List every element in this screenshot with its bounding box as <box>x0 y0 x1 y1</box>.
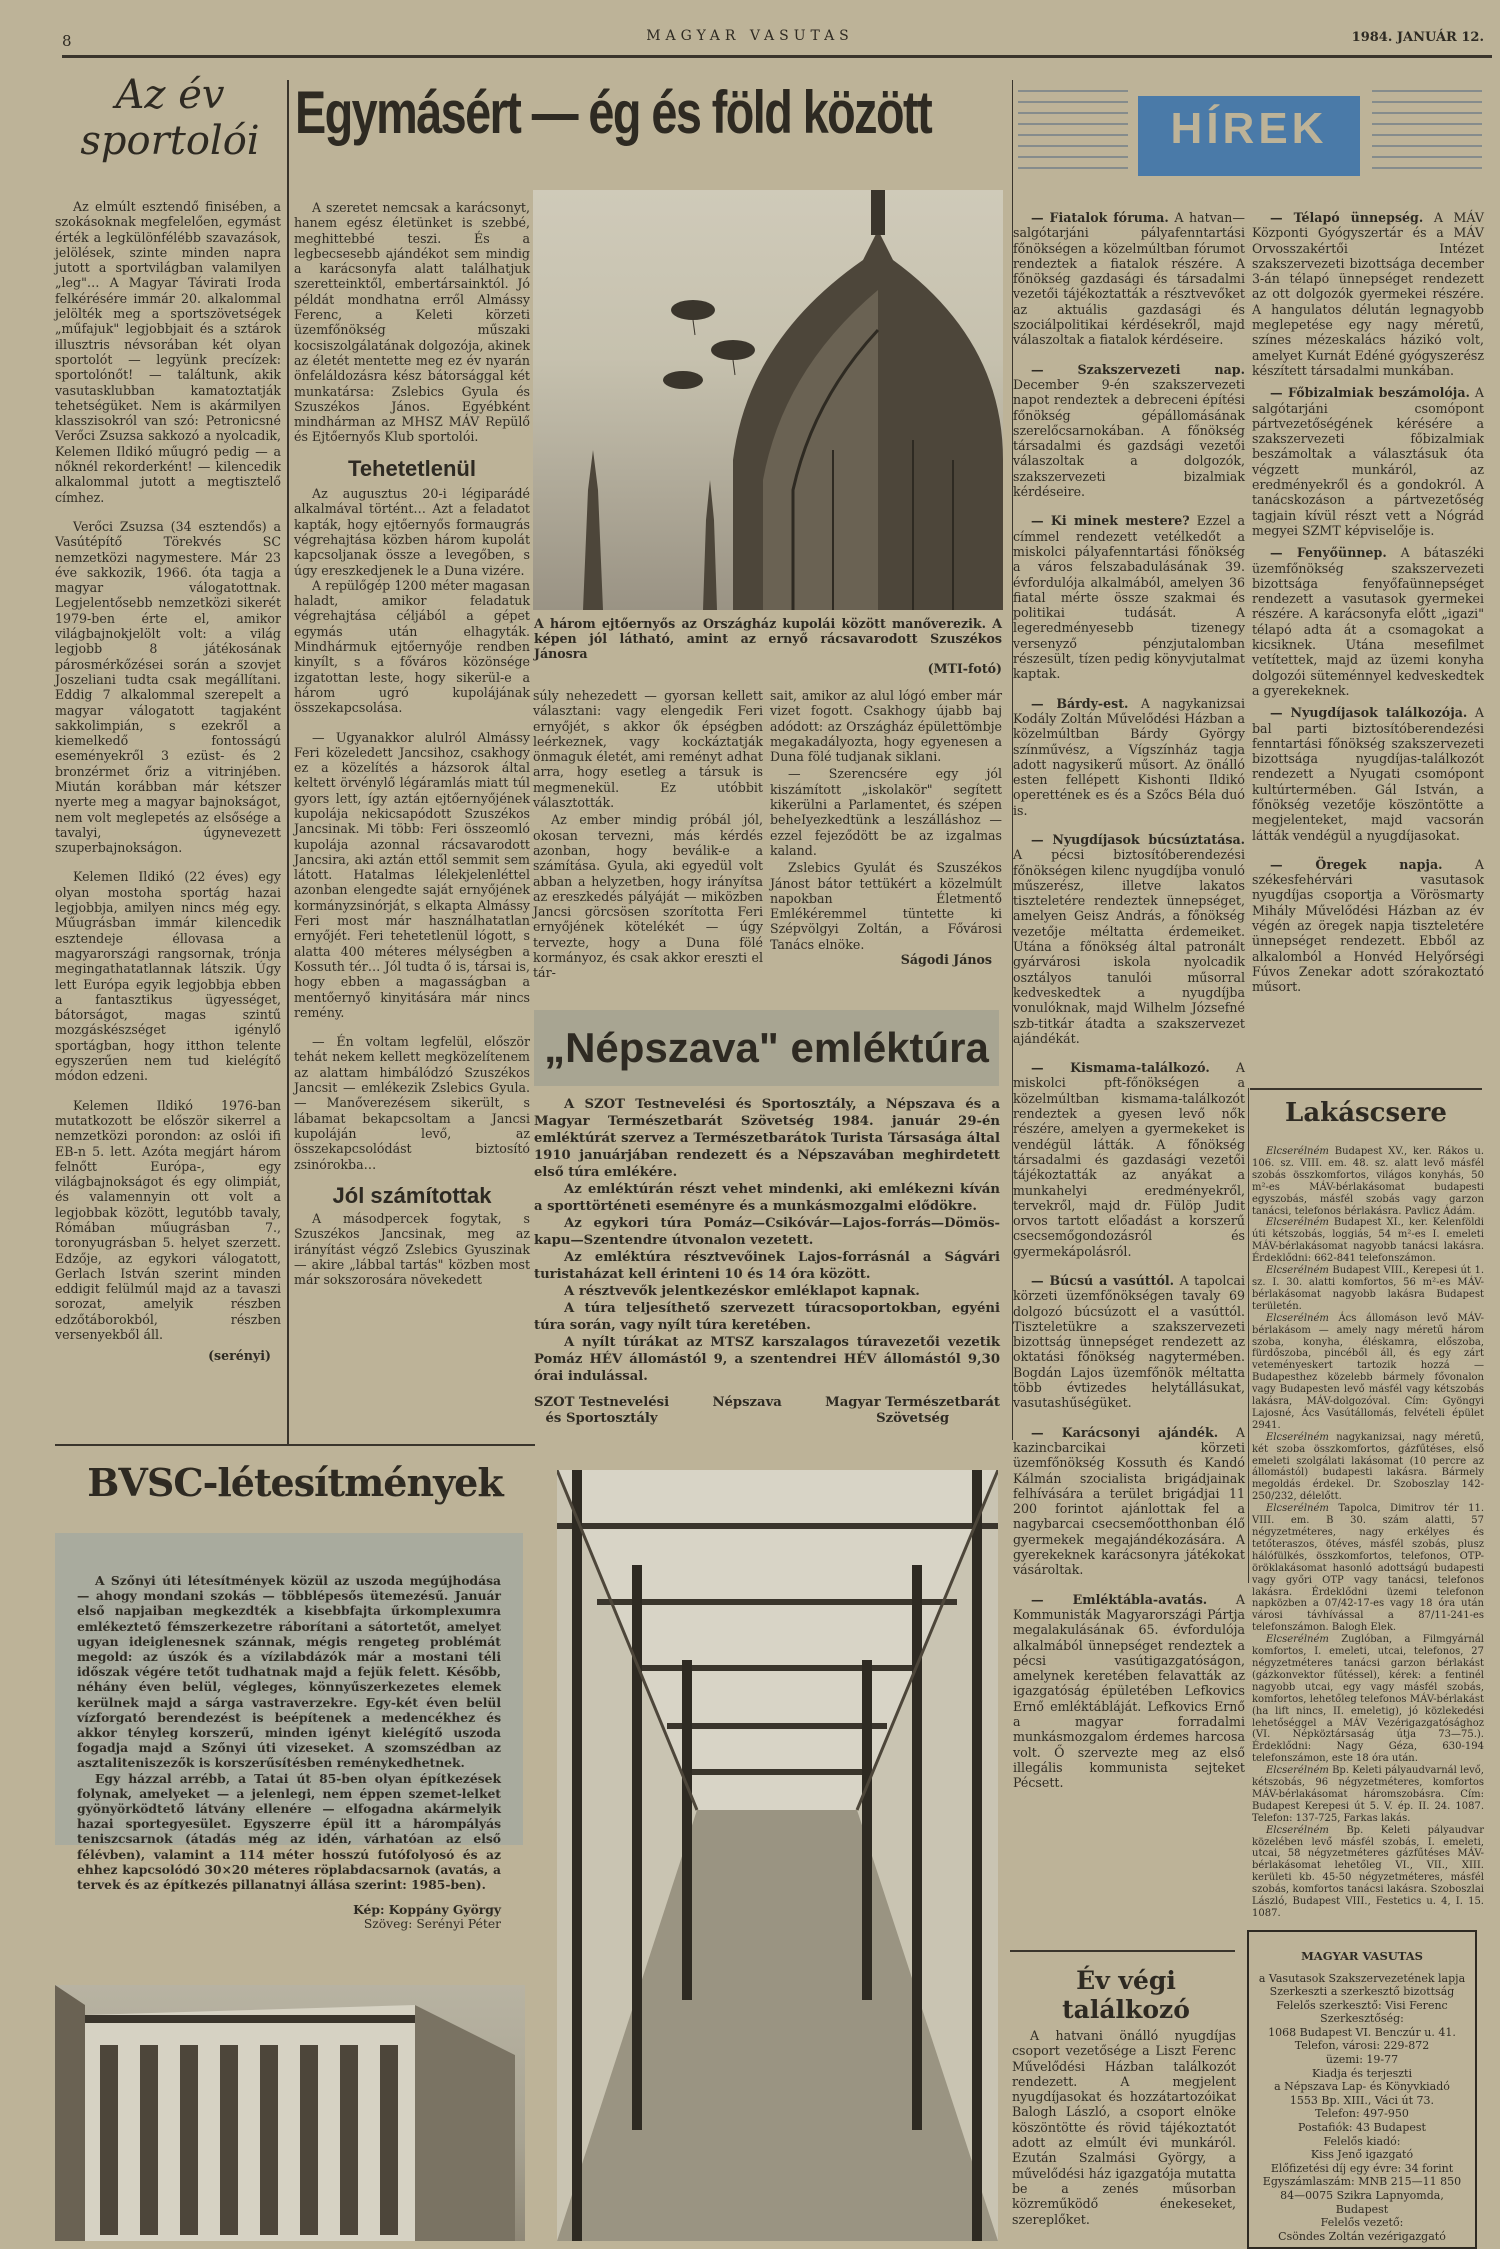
headline: Egymásért — ég és föld között <box>295 79 932 146</box>
ad-item: Elcserélném Bp. Keleti pályaudvarnál levő, kétszobás, 96 négyzetméteres, komfortos MÁV-bérlakásomat háromszobásra. Cím: Budapest Kerepesi út 5. V. ép. II. 24. 1087. Telefon: 137-725, Farkas lakás. <box>1252 1765 1484 1824</box>
paragraph: súly nehezedett — gyorsan kellett választani: vagy elengedik Feri ernyőjét, s akkor ők épségben leérkeznek, vagy kockáztatják önmaguk életét, ami reményt adhat arra, hogy esetleg a társuk is megmenekül. Ez utóbbit választották. <box>533 688 763 811</box>
ad-item: Elcserélném nagykanizsai, nagy méretű, két szoba összkomfortos, gázfűtéses, első emeleti szolgálati lakásomat (10 percre az állomástól) budapesti lakásra. Bármely megoldás érdekel. Dr. Szoboszlay 142-250/232, délelőtt. <box>1252 1431 1484 1503</box>
section-rule <box>55 1444 535 1446</box>
egymasert-col1 <box>294 200 530 1288</box>
parliament-photo <box>533 190 1003 610</box>
news-item: — Karácsonyi ajándék. A kazincbarcikai körzeti üzemfőnökség Kossuth és Kandó Kálmán szocialista brigádjainak felhívására a terület brigádjai 11 200 forintot ajánlottak fel a nagybarcai csecsemőotthonban élő gyermekek megajándékozására. A gyerekeknek karácsonyra játékokat vásároltak. <box>1013 1424 1245 1578</box>
paragraph: Zslebics Gyulát és Szuszékos Jánost bátor tettükért a közelmúlt napokban Életmentő Emlékéremmel tüntette ki Szépvölgyi Zoltán, a Fővárosi Tanács elnöke. <box>770 860 1002 952</box>
paragraph: A résztvevők jelentkezéskor emléklapot kapnak. <box>564 1284 920 1299</box>
ev-vegi-title: Év végi találkozó <box>1062 1966 1190 2024</box>
ad-item: Elcserélném Tapolca, Dimitrov tér 11. VIII. em. B 30. szám alatti, 57 négyzetméteres, nagy erkélyes és tetőteraszos, ötéves, másfél szobás, plusz hálófülkés, összkomfortos, telefonos, OTP-öröklakásomat hasonló adottságú budapesti vagy győri OTP vagy tanácsi, telefonos lakásra. Érdeklődni üzemi telefonon napközben a 07/42-17-es vagy 18 óra után városi távhívással a 87/11-241-es telefonszámon. Balogh Elek. <box>1252 1503 1484 1634</box>
news-item: — Öregek napja. A székesfehérvári vasutasok nyugdíjas csoportja a Vörösmarty Mihály Művelődési Házban az év végén az öregek napja tiszteletére ünnepséget rendezett. Ebből az alkalomból a Honvéd Helyőrségi Fúvos Zenekar adott szórakoztató műsort. <box>1252 856 1484 995</box>
lakascsere-ads <box>1252 1146 1484 1920</box>
paragraph: Az emléktúra résztvevőinek Lajos-forrásnál a Ságvári turistaházat kell érinteni 10 és 14 óra között. <box>534 1250 1000 1282</box>
paragraph: Kelemen Ildikó (22 éves) egy olyan mostoha sportág hazai legjobbja, amilyen nincs még egy. Műugrásban immár kilencedik esztendeje éllovasa a magyarországi rangsornak, trónja megingathatatlannak látszik. Úgy lett Európa egyik legjobbja ebben a fantasztikus ügyességet, bátorságot, magas szintű mozgáskészséget igénylő sportágban, hogy itthon telente egyszerűen nem tud kielégítő módon edzeni. <box>55 869 281 1084</box>
hirek-col1 <box>1013 210 1245 1791</box>
news-item: — Nyugdíjasok búcsúztatása. A pécsi biztosítóberendezési főnökségen kilenc nyugdíjba vonuló műszerész, illetve lakatos tiszteletére rendeztek ünnepséget, amelyen Geisz András, a főnökség vezetője méltatta érdemeiket. Utána a főnökség által patronált gyárvárosi iskola nyolcadik osztályos tanulói műsorral kedveskedtek a nyugdíjba vonulóknak, majd Wilhelm Józsefné szb-titkár átadta a szakszervezet ajándékát. <box>1013 831 1245 1046</box>
impressum-line: 84—0075 Szikra Lapnyomda, <box>1280 2189 1444 2202</box>
news-item: — Nyugdíjasok találkozója. A bal parti biztosítóberendezési fenntartási főnökség szakszervezeti bizottsága nyugdíjas-találkozót rendezett a Nyugati csomópont kultúrtermében. Gál István, a főnökség vezetője köszöntötte a megjelenteket, majd vacsorán látták vendégül a nyugdíjasokat. <box>1252 705 1484 843</box>
news-item: — Kismama-találkozó. A miskolci pft-főnökségen a közelmúltban kismama-találkozót rendeztek a gyesen levő nők részére, amelyen a gyermekeket is vendégül látták. A főnökség társadalmi és gazdasági vezetői tájékoztatták az anyákat a munkahelyi eredményekről, tervekről, majd dr. Fülöp Judit orvos tartott előadást a korszerű csecsemőgondozásról és gyermekápolásról. <box>1013 1060 1245 1259</box>
nepszava-title-box <box>534 1010 999 1086</box>
column-divider <box>287 80 289 1445</box>
lakascsere-title: Lakáscsere <box>1285 1098 1447 1128</box>
section-rule <box>1010 1950 1235 1952</box>
impressum-line: 1068 Budapest VI. Benczúr u. 41. <box>1268 2025 1456 2039</box>
impressum-line: Telefon: 497-950 <box>1315 2107 1409 2121</box>
author: Ságodi János <box>900 952 992 968</box>
impressum-line: 1553 Bp. XIII., Váci út 73. <box>1289 2093 1435 2107</box>
ad-item: Elcserélném Budapest XV., ker. Rákos u. 106. sz. VIII. em. 48. sz. alatt levő másfél szobás összkomfortos, világos konyhás, 50 m²-es MÁV-bérlakásomat budapesti egyszobás, másfél szobás vagy garzon tanácsi, telefonos bérlakásra. Pavlicz Ádám. <box>1252 1146 1484 1217</box>
ad-item: Elcserélném Zuglóban, a Filmgyárnál komfortos, I. emeleti, utcai, telefonos, 27 négyzetméteres tanácsi garzon bérlakást (gázkonvektor fűtéssel), kérek: a fentinél nagyobb utcai, egy vagy másfél szobás, komfortos, lehetőleg telefonos MÁV-bérlakást (ha lift nincs, II. emeletig), jó közlekedési lehetőséggel a MÁV Vezérigazgatósághoz (VI. Népköztársaság útja 73—75.). Érdeklődni: Nagy Géza, 630-194 telefonszámon, este 18 óra után. <box>1252 1634 1484 1765</box>
impressum-line: Budapest <box>1335 2202 1389 2216</box>
paragraph: Az augusztus 20-i légiparádé alkalmával történt… Azt a feladatot kapták, hogy ejtőernyős formaugrás végrehajtása közben három kupolát kapcsoljanak össze a levegőben, s úgy ereszkedjenek le a Duna vizére. <box>294 486 530 578</box>
paragraph: — Én voltam legfelül, először tehát nekem kellett megközelítenem az alattam himbálódzó Szuszékos Jancsit — emlékezik Zslebics Gyula. — Manőverezésem sikerült, s lábamat bekapcsoltam a Jancsi kupoláján levő, az összekapcsolódást biztosító zsinórokba… <box>294 1034 530 1172</box>
photo-caption <box>534 616 1002 676</box>
paragraph: Az emléktúrán részt vehet mindenki, aki emlékezni kíván a sporttörténeti eseményre és a munkásmozgalmi elődökre. <box>534 1182 1000 1214</box>
impressum-title: MAGYAR VASUTAS <box>1301 1948 1423 1963</box>
ad-item: Elcserélném Budapest XI., ker. Kelenföldi úti kétszobás, loggiás, 54 m²-es I. emeleti MÁV-bérlakásomat nagyobb tanácsi lakásra. Érdeklődni: 662-841 telefonszámon. <box>1252 1217 1484 1265</box>
impressum-line: Telefon, városi: 229-872 <box>1294 2039 1430 2053</box>
intro-paragraph: A szeretet nemcsak a karácsonyt, hanem egész életünket is szebbé, meghittebbé teszi. És a legbecsesebb ajándékot sem mindig a karácsonyfa alatt találhatjuk szeretteinktől, embertársainktól. Jó példát mondhatna erről Almássy Ferenc, a Keleti körzeti üzemfőnökség műszaki kocsiszolgálatának dolgozója, akinek az életét mentette meg ez év nyarán önfeláldozásra kész bátorsággal két munkatársa: Zslebics Gyula és Szuszékos János. Egyébként mindhárman az MHSZ MÁV Repülő és Ejtőernyős Klub sportolói. <box>294 200 530 445</box>
nepszava-article <box>534 1096 1000 1427</box>
building-image <box>55 1985 525 2241</box>
paragraph: A nyílt túrákat az MTSZ karszalagos túravezetői vezetik Pomáz HÉV állomástól 9, a szentendrei HÉV állomástól 9,30 órai indulással. <box>534 1335 1000 1384</box>
news-item: — Télapó ünnepség. A MÁV Központi Gyógyszertár és a MÁV Orvosszakértői Intézet szakszervezeti bizottsága december 3-án télapó ünnepséget rendezett az ott dolgozók gyermekei részére. A hangulatos délután legnagyobb meglepetése egy nagy méretű, színes mézeskalács házikó volt, amelyet Kurnát Edéné gyógyszerész készített társadalmi munkában. <box>1252 210 1484 378</box>
title-line: sportolói <box>80 118 260 164</box>
bvsc-text-box <box>55 1533 523 1932</box>
impressum-line: Postafiók: 43 Budapest <box>1298 2121 1426 2135</box>
hall-interior-image <box>557 1470 998 2241</box>
news-item: — Búcsú a vasúttól. A tapolcai körzeti üzemfőnökségen tavaly 69 dolgozó búcsúzott el a vasúttól. Tiszteletükre a szakszervezeti bizottság ünnepséget rendezett az oktatási főnökség nagytermében. Bogdán Lajos üzemfőnök méltatta több évtizedes helytállásukat, vasutashűségüket. <box>1013 1273 1245 1411</box>
header-rule <box>62 55 1492 58</box>
column-divider <box>1248 1088 1249 1583</box>
paragraph: A másodpercek fogytak, s Szuszékos Jancsinak, meg az irányítást végző Zslebics Gyuszinak — akire „lábbal tartás" közben most már sokszorosára növekedett <box>294 1211 530 1288</box>
paragraph: — Ugyanakkor alulról Almássy Feri közeledett Jancsihoz, csakhogy ez a közelítés a házsorok által keltett örvénylő légáramlás miatt túl gyors lett, így aztán ejtőernyőjének kupolája nekicsapódott Szuszékos Jancsinak. Mi több: Feri összeomló kupolája azonnal rácsavarodott Jancsira, aki aztán ettől semmit sem látott. Hatalmas lélekjelenléttel azonban elengedte saját ernyőjének kormányzsinórját, s elkapta Almássy Feri most már használhatatlan ernyőjét. Feri tehetetlenül lógott, s alatta 400 méteres mélységben a Kossuth tér… Jól tudta ő is, társai is, hogy ebben a magasságban a mentőernyő kinyitására már nincs remény. <box>294 729 530 1020</box>
impressum-box <box>1247 1930 1477 2249</box>
signature: (serényi) <box>208 1348 271 1364</box>
signer: SZOT Testnevelési és Sportosztály <box>534 1395 670 1426</box>
bvsc-building-photo <box>55 1985 525 2241</box>
impressum-line: Szerkeszti a szerkesztő bizottság <box>1269 1985 1455 1999</box>
paragraph: A hatvani önálló nyugdíjas csoport vezetősége a Liszt Ferenc Művelődési Házban találkozót rendezett. A megjelent nyugdíjasokat és hozzátartozóikat Balogh László, a csoport elnöke köszöntötte és rövid tájékoztatót adott az elmúlt évi munkáról. Ezután Szalmási György, a művelődési ház igazgatója mutatta be a zenés műsorban közreműködő énekeseket, szereplőket. <box>1012 2028 1236 2227</box>
bvsc-title: BVSC-létesítmények <box>87 1460 503 1505</box>
caption-text: A három ejtőernyős az Országház kupolái között manőverezik. A képen jól látható, amint az ernyő rácsavarodott Szuszékos Jánosra <box>534 616 1002 661</box>
impressum-line: Szerkesztőség: <box>1320 2012 1404 2026</box>
impressum-line: Felelős vezető: <box>1320 2216 1404 2230</box>
nepszava-title: „Népszava" emléktúra <box>544 1024 989 1071</box>
news-item: — Fiatalok fóruma. A hatvan—salgótarjáni pályafenntartási főnökségen a közelmúltban fórumot rendeztek a fiatalok részére. A főnökség gazdasági és társadalmi vezetői tájékoztatták a résztvevőket az aktuális gazdasági és szociálpolitikai kérdésekről, majd válaszoltak a fiatalok kérdéseire. <box>1013 210 1245 348</box>
paper-name: MAGYAR VASUTAS <box>646 28 854 44</box>
ev-vegi-article <box>1012 2028 1236 2227</box>
news-item: — Bárdy-est. A nagykanizsai Kodály Zoltán Művelődési Házban a közelmúltban Bárdy György színművész, a Vígszínház tagja adott nagysikerű műsort. Az önálló esten fellépett Kishonti Ildikó operettének es és a Szőcs Béla duó is. <box>1013 695 1246 818</box>
news-item: — Fenyőünnep. A bátaszéki üzemfőnökség szakszervezeti bizottsága fenyőfaünnepséget rendezett a vasutasok gyermekei részére. A karácsonyfa előtt „igazi" télapó adta át a csomagokat a kicsiknek. Utána mesefilmet vetítettek, majd az üzemi konyha dolgozói süteménnyel kedveskedtek a gyerekeknek. <box>1252 545 1485 698</box>
paragraph: Kelemen Ildikó 1976-ban mutatkozott be először sikerrel a nemzetközi porondon: az oslói ifi EB-n 5. lett. Azóta megjárt három felnőtt Európa-, egy világbajnokságot és egy olimpiát, és valamennyin ott volt a legjobbak között, legutóbb tavaly, Rómában műugrásban 7., toronyugrásban 5. helyet szerzett. Edzője, az egykori válogatott, Gerlach István szerint minden eddigit felülmúl majd az a tavaszi sorozat, amelyik részben edzőtáborokból, részben versenyekből áll. <box>55 1097 281 1343</box>
sportoloi-article <box>55 199 281 1364</box>
impressum-line: Kiss Jenő igazgató <box>1310 2148 1414 2162</box>
decorative-lines <box>1018 90 1128 178</box>
hirek-logo-text: HÍREK <box>1170 104 1328 153</box>
credits <box>77 1902 501 1932</box>
parliament-dome-image <box>533 190 1003 610</box>
impressum-line: Felelős kiadó: <box>1323 2134 1401 2148</box>
impressum-line: a Vasutasok Szakszervezetének lapja <box>1258 1971 1466 1985</box>
sports-hall-photo <box>557 1470 998 2241</box>
hirek-logo <box>1138 96 1360 176</box>
ad-item: Elcserélném Budapest VIII., Kerepesi út 1. sz. I. 30. alatti komfortos, 56 m²-es MÁV-bérlakásomat nagyobb lakásra Budapest területén. <box>1252 1265 1484 1312</box>
section-rule <box>1250 1088 1482 1090</box>
impressum-line: Előfizetési díj egy évre: 34 forint <box>1270 2161 1454 2175</box>
paragraph: Az elmúlt esztendő finisében, a szokásoknak megfelelően, egymást érték a legkülönfélébb szavazások, jelölések, szinte minden napra jutott a sportvilágban valamilyen „leg"… A Magyar Távirati Iroda felkérésére immár 20. alkalommal jelölték meg a sportszövetségek „műfajuk" legjobbjait és a sztárok illusztris névsorában két olyan sportolót — legyünk precízek: sportolónőt! — találtunk, akik vasutasklubban kamatoztatják tehetségüket. Nem is akármilyen klasszisokról van szó: Petronicsné Verőci Zsuzsa sakkozó a nyolcadik, Kelemen Ildikó műugró pedig — a nőknél rekorderként! — kilencedik alkalommal jutott a megtisztelő címhez. <box>55 199 281 505</box>
signer: Népszava <box>712 1395 782 1410</box>
title-line: Az év <box>115 72 225 118</box>
egymasert-col2 <box>533 688 763 981</box>
impressum-lines <box>1249 1972 1475 2244</box>
paragraph: A repülőgép 1200 méter magasan haladt, amikor feladatuk végrehajtása céljából a gépet egymás után elhagyták. Mindhármuk ejtőernyője rendben kinyílt, s a főváros közönsége izgatottan leste, hogy sikerül-e a három ugró kupolájának összekapcsolása. <box>294 577 530 716</box>
news-item: — Ki minek mestere? Ezzel a címmel rendezett vetélkedőt a miskolci pályafenntartási főnökség a város felszabadulásának 39. évfordulója alkalmából, amelyen 36 fiatal mérte össze szakmai és politikai tudását. A legeredményesebb tizenegy versenyző pénzjutalomban részesült, tízen pedig könyvjutalmat kaptak. <box>1013 513 1245 682</box>
paragraph: Verőci Zsuzsa (34 esztendős) a Vasútépítő Törekvés SC nemzetközi nagymestere. Már 23 éve sakkozik, 1966. óta tagja a magyar válogatottnak. Legjelentősebb nemzetközi sikerét 1979-ben érte el, amikor világbajnokjelölt volt: a világ legjobb 8 játékosának párosmérkőzései során a szovjet Joszeliani tudta csak megállítani. Eddig 7 alkalommal szerepelt a magyar válogatott tagjaként sakkolimpián, s ezekről a kiemelkedő fontosságú eseményekről 3 ezüst- és 2 bronzérmet őriz a vitrinjében. Miután korábban már kétszer nyerte meg a magyar bajnokságot, nem volt meglepetés az elsősége a tavalyi, úgynevezett szuperbajnokságon. <box>55 518 281 856</box>
sportoloi-title <box>80 72 260 164</box>
impressum-line: Felelős szerkesztő: Visi Ferenc <box>1276 1998 1448 2012</box>
ad-item: Elcserélném Bp. Keleti pályaudvar közelében levő másfél szobás, I. emeleti, utcai, 58 négyzetméteres gázfűtéses MÁV-bérlakásomat lehetőleg VI., VII., XIII. kerületi kb. 45-50 négyzetméteres, másfél szobás, komfortos tanácsi lakásra. Szoboszlai László, Budapest VIII., Festetics u. 4, I. 15. 1087. <box>1252 1824 1484 1919</box>
impressum-line: Kiadja és terjeszti <box>1312 2066 1412 2080</box>
issue-date: 1984. JANUÁR 12. <box>1351 30 1484 45</box>
signer: Magyar Természetbarát Szövetség <box>825 1395 1000 1426</box>
photo-credit: (MTI-fotó) <box>927 661 1002 676</box>
impressum-line: Csöndes Zoltán vezérigazgató <box>1278 2229 1446 2243</box>
paragraph: Az egykori túra Pomáz—Csikóvár—Lajos-forrás—Dömös-kapu—Szentendre útvonalon vezetett. <box>534 1216 1000 1248</box>
photo-credit: Kép: Koppány György <box>353 1902 501 1918</box>
subhead: Jól számítottak <box>332 1182 492 1208</box>
impressum-line: üzemi: 19-77 <box>1325 2053 1399 2067</box>
page-number: 8 <box>62 32 72 50</box>
impressum-line: a Népszava Lap- és Könyvkiadó <box>1274 2080 1450 2094</box>
signers <box>534 1395 1000 1427</box>
ad-item: Elcserélném Ács állomáson levő MÁV-bérlakásom — amely nagy méretű három szoba, konyha, éléskamra, előszoba, fürdőszoba, pincéből áll, és egy zárt veteményeskert tartozik hozzá — Budapesthez közelebb bármely fővonalon vagy Budapesten levő másfél vagy kétszobás lakásra, MÁV-dolgozóval. Cím: Gyöngyi Lajosné, Ács Vasútállomás, felvételi épület 2941. <box>1252 1312 1484 1431</box>
news-item: — Emléktábla-avatás. A Kommunisták Magyarországi Pártja megalakulásának 65. évfordulója alkalmából ünnepséget rendeztek a pécsi vasútigazgatóságon, amelynek keretében felavatták az igazgatóság épületében Lefkovics Ernő emléktábláját. Lefkovics Ernő a magyar forradalmi munkásmozgalom érdemes harcosa volt. Ő szervezte meg az első illegális kommunista sejteket Pécsett. <box>1013 1591 1245 1791</box>
news-item: — Főbizalmiak beszámolója. A salgótarjáni csomópont pártvezetőségének kérésére a szakszervezeti főbizalmiak beszámoltak a választásuk óta végzett munkáról, az eredményekről és a gondokról. A tanácskozáson a pártvezetőség tagjain kívül részt vett a Nógrád megyei SZMT képviselője is. <box>1252 385 1484 538</box>
paragraph: Az ember mindig próbál jól, okosan tervezni, más kérdés azonban, hogy beválik-e a számítása. Gyula, aki egyedül volt abban a helyzetben, hogy irányítsa az ereszkedés pályáját — miközben Jancsi görcsösen szorította Feri ernyőjének kötelékét — úgy tervezte, hogy a Duna fölé kormányoz, és csak akkor ereszti el tár- <box>533 812 763 981</box>
paragraph: A túra teljesíthető szervezett túracsoportokban, egyéni túra során, vagy nyílt túra keretében. <box>534 1301 1000 1333</box>
paragraph: Egy házzal arrébb, a Tatai út 85-ben olyan építkezések folynak, amelyeket — a jelenlegi, nem éppen szemet-lelket gyönyörködtető látvány ellenére — elfogadna akármelyik hazai sportegyesület. Egyszerre épül itt a hárompályás teniszcsarnok (átadás még az idén, várhatóan az első félévben), valamint a 114 méter hosszú futófolyosó és az ehhez kapcsolódó 30×20 méteres röplabdacsarnok (avatás, a tervek és az építkezés pillanatnyi állása szerint: 1985-ben). <box>77 1770 501 1893</box>
text-credit: Szöveg: Serényi Péter <box>363 1917 501 1932</box>
news-item: — Szakszervezeti nap. December 9-én szakszervezeti napot rendeztek a debreceni építési főnökség gépállomásának szerelőcsarnokában. A főnökség társadalmi és gazdsági vezetői válaszoltak a dolgozók, szakszervezeti bizalmiak kérdéseire. <box>1013 361 1245 500</box>
subhead: Tehetetlenül <box>348 455 476 481</box>
paragraph: — Szerencsére egy jól kiszámított „iskolakör" segített kikerülni a Parlamentet, és szépen beheIyezkedtünk a leszálláshoz — ezzel fejeződött be az izgalmas kaland. <box>770 766 1002 858</box>
impressum-line: Egyszámlaszám: MNB 215—11 850 <box>1262 2175 1462 2189</box>
decorative-lines <box>1372 90 1482 178</box>
paragraph: A Szőnyi úti létesítmények közül az uszoda megújhodása — ahogy mondani szokás — többlépesős ütemezésű. Január első napjaiban megkezdték a kisebbfajta űrkomplexumra emlékeztető fémszerkezetre ráborítani a sátortetőt, amelyet ugyan ideiglenesnek szánnak, mégis rengeteg problémát megold: az úszók és a vízilabdázók már a mostani téli időszak végére tetőt tudhatnak majd a fejük felett. Később, néhány éven belül, végleges, könnyűszerkezetes elemek kerülnek majd a sárga vastraverzekre. Egy-két éven belül vízforgató berendezést is beépítenek a medencékhez és akkor tényleg korszerű, minden igényt kielégítő uszoda fogadja majd a Szőnyi úti vizeseket. A szomszédban az asztaliteniszezők is korszerűsítésben reménykedhetnek. <box>77 1573 501 1771</box>
paragraph: A SZOT Testnevelési és Sportosztály, a Népszava és a Magyar Természetbarát Szövetség 1984. január 29-én emléktúrát szervez a Természetbarátok Turista Társasága által 1910 januárjában rendezett és a Népszavában meghirdetett első túra emlékére. <box>534 1097 1000 1180</box>
hirek-col2 <box>1252 210 1484 995</box>
paragraph: sait, amikor az alul lógó ember már vizet fogott. Csakhogy újabb baj adódott: az Országház épülettömbje megakadályozta, hogy egyenesen a Duna fölé tudjanak siklani. <box>770 688 1002 765</box>
egymasert-col3 <box>770 688 1002 967</box>
bvsc-article <box>55 1533 523 1933</box>
